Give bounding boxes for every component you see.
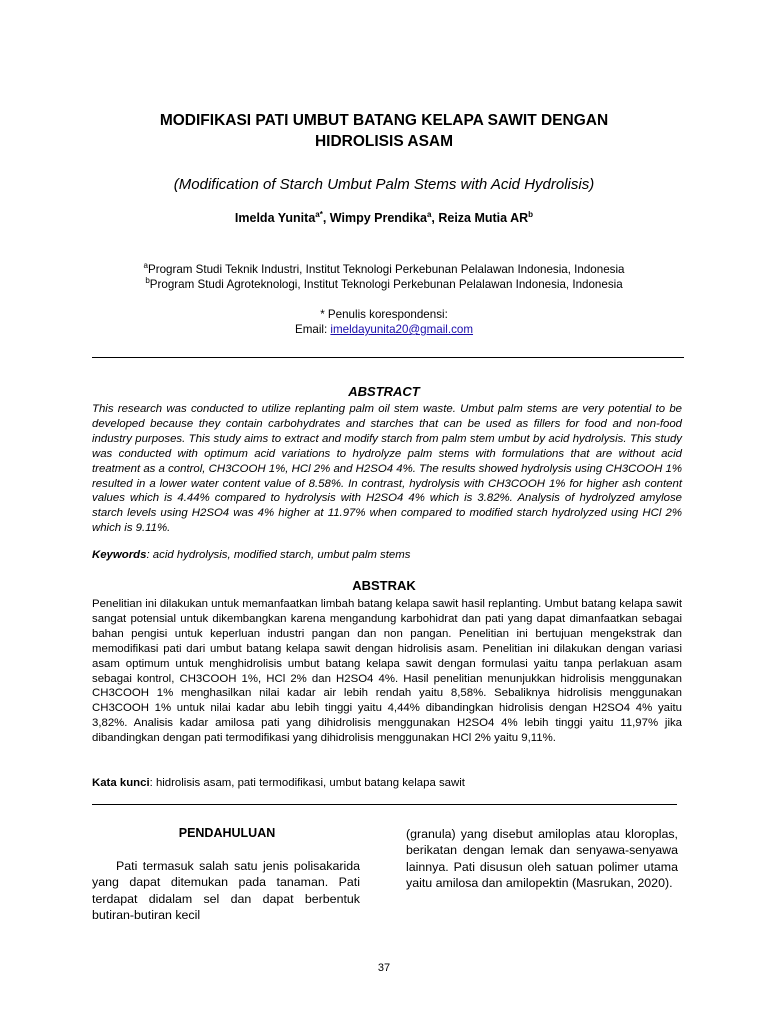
author-name: Reiza Mutia AR (438, 211, 529, 225)
author-affiliation-mark: a (426, 209, 432, 219)
paper-title (80, 110, 688, 152)
correspondence-label: * Penulis korespondensi: (320, 308, 448, 321)
page-number: 37 (377, 962, 391, 974)
section-heading-pendahuluan: PENDAHULUAN (178, 826, 276, 840)
author-separator: , (431, 211, 439, 225)
header-divider (92, 357, 684, 358)
kata-kunci-text: : hidrolisis asam, pati termodifikasi, umbut batang kelapa sawit (149, 777, 465, 789)
author-name: Imelda Yunita (234, 211, 316, 225)
keywords-text: : acid hydrolysis, modified starch, umbut palm stems (146, 549, 411, 561)
correspondence (60, 307, 708, 337)
body-paragraph-left: Pati termasuk salah satu jenis polisakarida yang dapat ditemukan pada tanaman. Pati terdapat didalam sel dan dapat berbentuk butiran-butiran kecil (92, 859, 360, 922)
email-label: Email: (294, 323, 331, 336)
paper-subtitle: (Modification of Starch Umbut Palm Stems with Acid Hydrolisis) (173, 176, 595, 193)
author-affiliation-mark: b (528, 209, 534, 219)
author-affiliation-mark: a* (315, 209, 323, 219)
title-line-2: HIDROLISIS ASAM (314, 133, 454, 150)
abstrak-text: Penelitian ini dilakukan untuk memanfaatkan limbah batang kelapa sawit hasil replanting. Umbut batang kelapa sawit sangat potensial untuk dikembangkan karena mengandung karbohidrat dan pati yang dapat dimanfaatkan sebagai bahan pengisi untuk keperluan industri pangan dan non pangan. Penelitian ini bertujuan mengekstrak dan memodifikasi pati dari umbut batang kelapa sawit dengan hidrolisis asam. Penelitian ini dilakukan dengan variasi asam optimum untuk menghidrolisis umbut batang kelapa sawit dengan formulasi yaitu tanpa perlakuan asam sebagai kontrol, CH3COOH 1%, HCl 2% dan H2SO4 4%. Hasil penelitian menunjukkan hidrolisis menggunakan CH3COOH 1% menghasilkan nilai kadar air lebih rendah yaitu 8,58%. Sebaliknya hidrolisis menggunakan CH3COOH 1% untuk nilai kadar abu lebih tinggi yaitu 4,44% dibandingkan hidrolisis dengan H2SO4 4% yaitu 3,82%. Analisis kadar amilosa pati yang dihidrolisis menggunakan H2SO4 4% lebih tinggi yaitu 11,97% jika dibandingkan dengan pati termodifikasi yang dihidrolisis menggunakan HCl 2% yaitu 9,11%. (92, 598, 682, 745)
title-line-1: MODIFIKASI PATI UMBUT BATANG KELAPA SAWIT DENGAN (159, 112, 609, 129)
correspondence-email-line (60, 322, 708, 337)
affiliation-a (60, 262, 708, 277)
email-link[interactable]: imeldayunita20@gmail.com (330, 323, 474, 336)
affiliation-list (60, 262, 708, 292)
keywords-label: Keywords (92, 549, 147, 561)
abstract-heading: ABSTRACT (348, 384, 420, 399)
abstract-divider (92, 804, 677, 805)
affiliation-b (60, 277, 708, 292)
keywords (92, 548, 682, 563)
author-list (60, 211, 708, 225)
affiliation-text: Program Studi Teknik Industri, Institut Teknologi Perkebunan Pelalawan Indonesia, Indonesia (147, 263, 625, 276)
abstrak-heading: ABSTRAK (352, 578, 416, 593)
abstract-text: This research was conducted to utilize replanting palm oil stem waste. Umbut palm stems are very potential to be developed because they contain carbohydrates and starches that can be used as fillers for food and non-food industry purposes. This study aims to extract and modify starch from palm stem umbut by acid hydrolysis. This study was conducted with optimum acid variations to hydrolyze palm stems with formulations that are without acid treatment as a control, CH3COOH 1%, HCl 2% and H2SO4 4%. The results showed hydrolysis using CH3COOH 1% resulted in a lower water content value of 8.58%. In contrast, hydrolysis with CH3COOH 1% for higher ash content values which is 4.44% compared to hydrolysis with H2SO4 4% which is 3.82%. Analysis of hydrolyzed amylose starch levels using H2SO4 was 4% higher at 11.97% when compared to modified starch hydrolyzed using HCl 2% which is 9.11%. (92, 403, 682, 535)
kata-kunci-label: Kata kunci (92, 777, 150, 789)
affiliation-mark: b (145, 276, 150, 286)
author-separator: , (322, 211, 330, 225)
body-paragraph-right: (granula) yang disebut amiloplas atau kloroplas, berikatan dengan lemak dan senyawa-senyawa lainnya. Pati disusun oleh satuan polimer utama yaitu amilosa dan amilopektin (Masrukan, 2020). (406, 827, 678, 890)
kata-kunci (92, 776, 682, 791)
affiliation-mark: a (143, 261, 148, 271)
author-name: Wimpy Prendika (329, 211, 427, 225)
affiliation-text: Program Studi Agroteknologi, Institut Teknologi Perkebunan Pelalawan Indonesia, Indonesia (149, 278, 623, 291)
